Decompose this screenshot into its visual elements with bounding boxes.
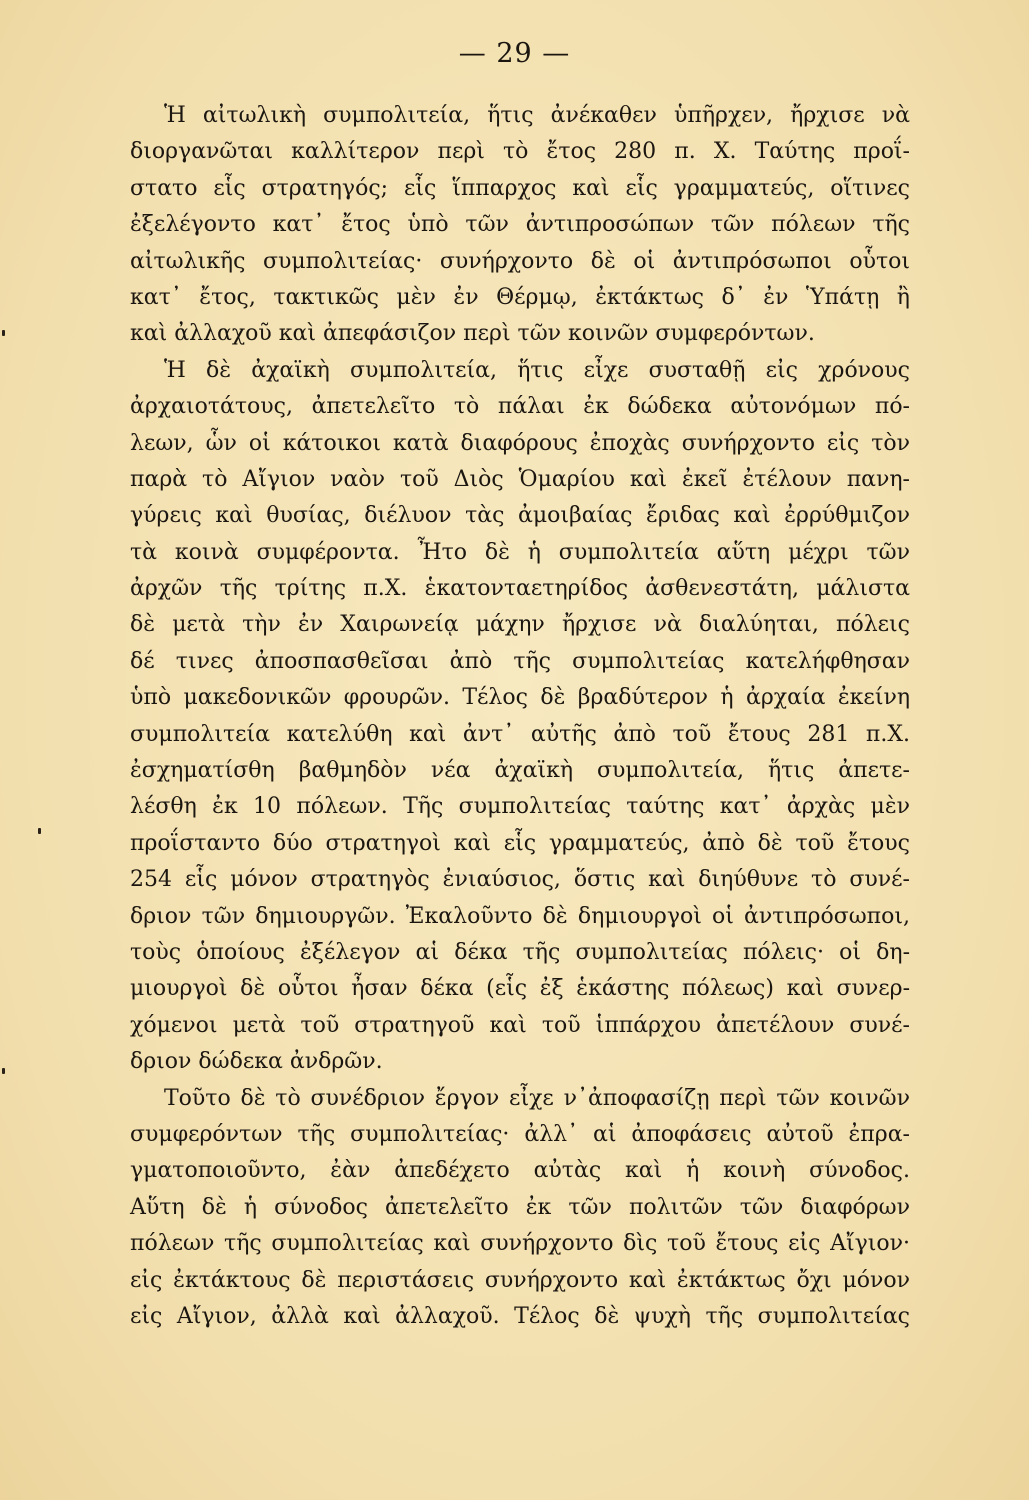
- text-line: ἀρχαιοτάτους, ἀπετελεῖτο τὸ πάλαι ἐκ δώδεκα αὐτονόμων πό-: [130, 394, 910, 420]
- text-line: συμπολιτεία κατελύθη καὶ ἀντ᾽ αὐτῆς ἀπὸ τοῦ ἔτους 281 π.Χ.: [130, 721, 910, 747]
- text-line: εἰς Αἴγιον, ἀλλὰ καὶ ἀλλαχοῦ. Τέλος δὲ ψυχὴ τῆς συμπολιτείας: [130, 1303, 910, 1329]
- margin-mark: [2, 1068, 5, 1074]
- text-line: στατο εἷς στρατηγός; εἷς ἵππαρχος καὶ εἷς γραμματεύς, οἵτινες: [130, 175, 910, 201]
- text-line: κατ᾽ ἔτος, τακτικῶς μὲν ἐν Θέρμῳ, ἐκτάκτως δ᾽ ἐν Ὑπάτῃ ἢ: [130, 284, 910, 310]
- text-line: 254 εἷς μόνον στρατηγὸς ἐνιαύσιος, ὅστις καὶ διηύθυνε τὸ συνέ-: [130, 867, 910, 893]
- text-line: μιουργοὶ δὲ οὗτοι ἦσαν δέκα (εἷς ἐξ ἑκάστης πόλεως) καὶ συνερ-: [130, 976, 910, 1002]
- paragraph: [130, 1081, 910, 1336]
- text-line: εἰς ἐκτάκτους δὲ περιστάσεις συνήρχοντο καὶ ἐκτάκτως ὄχι μόνον: [130, 1267, 910, 1293]
- body-text: [130, 98, 910, 1335]
- text-line: δριον δώδεκα ἀνδρῶν.: [130, 1049, 383, 1075]
- text-line: δὲ μετὰ τὴν ἐν Χαιρωνείᾳ μάχην ἤρχισε νὰ διαλύηται, πόλεις: [130, 612, 910, 638]
- text-line: πόλεων τῆς συμπολιτείας καὶ συνήρχοντο δὶς τοῦ ἔτους εἰς Αἴγιον·: [130, 1231, 910, 1257]
- text-line: ἐξελέγοντο κατ᾽ ἔτος ὑπὸ τῶν ἀντιπροσώπων τῶν πόλεων τῆς: [130, 212, 910, 238]
- text-line: δέ τινες ἀποσπασθεῖσαι ἀπὸ τῆς συμπολιτείας κατελήφθησαν: [130, 648, 910, 674]
- text-line: γύρεις καὶ θυσίας, διέλυον τὰς ἀμοιβαίας ἔριδας καὶ ἐρρύθμιζον: [130, 503, 910, 529]
- text-line: διοργανῶται καλλίτερον περὶ τὸ ἔτος 280 π. Χ. Ταύτης προΐ-: [130, 139, 910, 165]
- text-line: ὑπὸ μακεδονικῶν φρουρῶν. Τέλος δὲ βραδύτερον ἡ ἀρχαία ἐκείνη: [130, 685, 910, 711]
- text-line: συμφερόντων τῆς συμπολιτείας· ἀλλ᾽ αἱ ἀποφάσεις αὐτοῦ ἐπρα-: [130, 1121, 910, 1147]
- text-line: τοὺς ὁποίους ἐξέλεγον αἱ δέκα τῆς συμπολιτείας πόλεις· οἱ δη-: [130, 939, 910, 965]
- text-line: προΐσταντο δύο στρατηγοὶ καὶ εἷς γραμματεύς, ἀπὸ δὲ τοῦ ἔτους: [130, 830, 910, 856]
- text-line: Αὕτη δὲ ἡ σύνοδος ἀπετελεῖτο ἐκ τῶν πολιτῶν τῶν διαφόρων: [130, 1194, 910, 1220]
- text-line: δριον τῶν δημιουργῶν. Ἐκαλοῦντο δὲ δημιουργοὶ οἱ ἀντιπρόσωποι,: [130, 903, 910, 929]
- text-line: αἰτωλικῆς συμπολιτείας· συνήρχοντο δὲ οἱ ἀντιπρόσωποι οὗτοι: [130, 248, 910, 274]
- text-line: παρὰ τὸ Αἴγιον ναὸν τοῦ Διὸς Ὁμαρίου καὶ ἐκεῖ ἐτέλουν πανη-: [130, 466, 910, 492]
- text-line: Ἡ δὲ ἀχαϊκὴ συμπολιτεία, ἥτις εἶχε συσταθῇ εἰς χρόνους: [164, 357, 910, 383]
- page-number: — 29 —: [458, 38, 571, 69]
- text-line: ἀρχῶν τῆς τρίτης π.Χ. ἑκατονταετηρίδος ἀσθενεστάτη, μάλιστα: [130, 576, 910, 602]
- text-line: καὶ ἀλλαχοῦ καὶ ἀπεφάσιζον περὶ τῶν κοινῶν συμφερόντων.: [130, 321, 815, 347]
- text-line: λέσθη ἐκ 10 πόλεων. Τῆς συμπολιτείας ταύτης κατ᾽ ἀρχὰς μὲν: [130, 794, 910, 820]
- text-line: τὰ κοινὰ συμφέροντα. Ἦτο δὲ ἡ συμπολιτεία αὕτη μέχρι τῶν: [130, 539, 910, 565]
- text-line: Τοῦτο δὲ τὸ συνέδριον ἔργον εἶχε ν᾽ἀποφασίζῃ περὶ τῶν κοινῶν: [164, 1085, 910, 1111]
- paragraph: [130, 98, 910, 353]
- margin-mark: [38, 828, 41, 834]
- margin-mark: [2, 330, 5, 336]
- text-line: Ἡ αἰτωλικὴ συμπολιτεία, ἥτις ἀνέκαθεν ὑπῆρχεν, ἤρχισε νὰ: [164, 103, 910, 128]
- text-line: χόμενοι μετὰ τοῦ στρατηγοῦ καὶ τοῦ ἱππάρχου ἀπετέλουν συνέ-: [130, 1012, 910, 1038]
- text-line: λεων, ὧν οἱ κάτοικοι κατὰ διαφόρους ἐποχὰς συνήρχοντο εἰς τὸν: [130, 430, 910, 456]
- text-line: ἐσχηματίσθη βαθμηδὸν νέα ἀχαϊκὴ συμπολιτεία, ἥτις ἀπετε-: [130, 758, 910, 784]
- paragraph: [130, 353, 910, 1081]
- text-line: γματοποιοῦντο, ἐὰν ἀπεδέχετο αὐτὰς καὶ ἡ κοινὴ σύνοδος.: [130, 1158, 910, 1184]
